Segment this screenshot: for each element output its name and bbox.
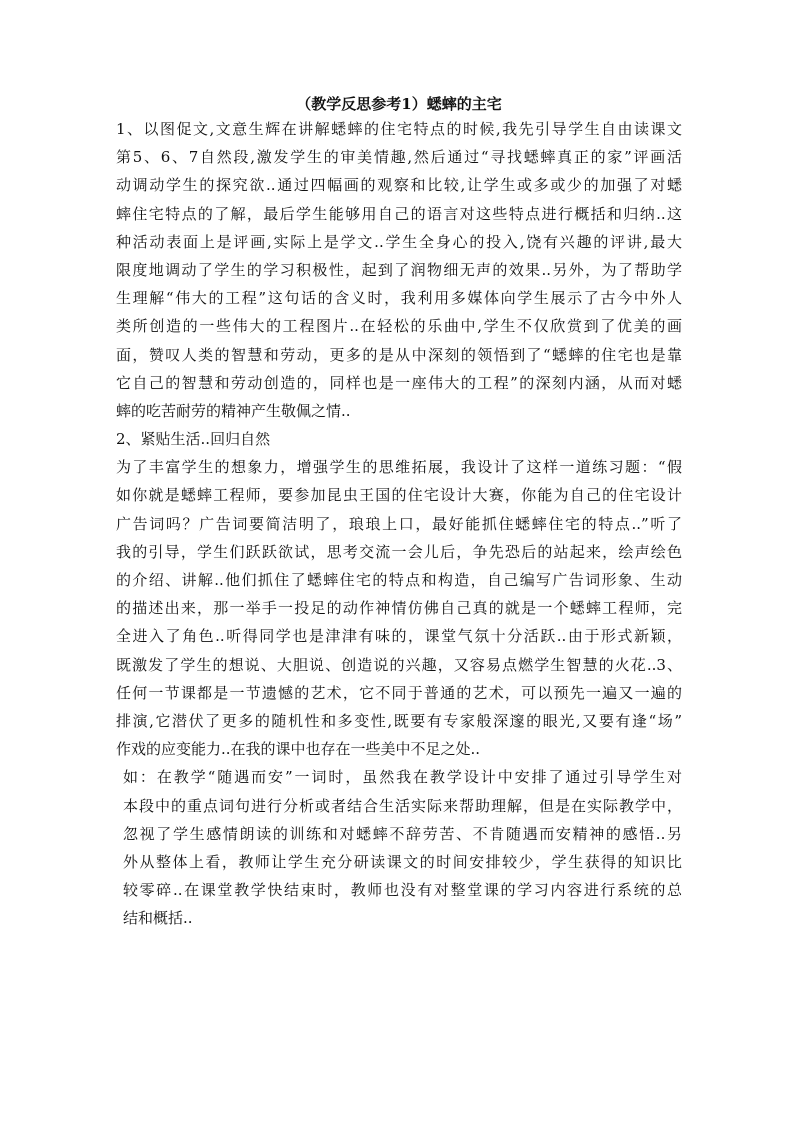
text-line: 蟀的吃苦耐劳的精神产生敬佩之情..	[116, 401, 351, 420]
text-line: 类所创造的一些伟大的工程图片..在轻松的乐曲中,学生不仅欣赏到了优美的画	[116, 317, 682, 336]
text-line: 的描述出来，那一举手一投足的动作神情仿佛自己真的就是一个蟋蟀工程师，完	[116, 599, 682, 618]
text-line: 如你就是蟋蟀工程师，要参加昆虫王国的住宅设计大赛，你能为自己的住宅设计	[116, 486, 682, 505]
text-line: 它自己的智慧和劳动创造的，同样也是一座伟大的工程”的深刻内涵，从而对蟋	[116, 373, 682, 392]
text-line: 作戏的应变能力..在我的课中也存在一些美中不足之处..	[116, 740, 481, 759]
text-line: 本段中的重点词句进行分析或者结合生活实际来帮助理解，但是在实际教学中，	[123, 796, 682, 815]
text-line: 广告词吗？广告词要简洁明了，琅琅上口，最好能抓住蟋蟀住宅的特点..”听了	[116, 514, 682, 533]
text-line: 全进入了角色..听得同学也是津津有味的，课堂气氛十分活跃..由于形式新颖，	[116, 627, 682, 646]
section-heading: 2、紧贴生活..回归自然	[116, 430, 271, 449]
text-line: 动调动学生的探究欲..通过四幅画的观察和比较,让学生或多或少的加强了对蟋	[116, 176, 682, 195]
document-page	[116, 94, 682, 932]
text-line: 较零碎..在课堂教学快结束时，教师也没有对整堂课的学习内容进行系统的总	[123, 881, 682, 900]
document-body	[116, 115, 682, 932]
text-line: 种活动表面上是评画,实际上是学文..学生全身心的投入,饶有兴趣的评讲,最大	[116, 232, 682, 251]
text-line: 任何一节课都是一节遗憾的艺术，它不同于普通的艺术，可以预先一遍又一遍的	[116, 683, 682, 702]
text-line: 面，赞叹人类的智慧和劳动，更多的是从中深刻的领悟到了“蟋蟀的住宅也是靠	[116, 345, 682, 364]
document-title: （教学反思参考1）蟋蟀的主宅	[296, 95, 502, 113]
text-line: 为了丰富学生的想象力，增强学生的思维拓展，我设计了这样一道练习题：“假	[116, 458, 682, 477]
text-line: 第5、6、7自然段,激发学生的审美情趣,然后通过“寻找蟋蟀真正的家”评画活	[116, 148, 682, 167]
text-line: 蟀住宅特点的了解，最后学生能够用自己的语言对这些特点进行概括和归纳..这	[116, 204, 682, 223]
text-line: 排演,它潜伏了更多的随机性和多变性,既要有专家般深邃的眼光,又要有逢“场”	[116, 711, 682, 730]
text-line: 如：在教学“随遇而安”一词时，虽然我在教学设计中安排了通过引导学生对	[123, 768, 682, 787]
text-line: 我的引导，学生们跃跃欲试，思考交流一会儿后，争先恐后的站起来，绘声绘色	[116, 542, 682, 561]
text-line: 结和概括..	[123, 909, 193, 928]
text-line: 生理解“伟大的工程”这句话的含义时，我利用多媒体向学生展示了古今中外人	[116, 289, 682, 308]
text-line: 忽视了学生感情朗读的训练和对蟋蟀不辞劳苦、不肯随遇而安精神的感悟..另	[123, 824, 682, 843]
text-line: 外从整体上看，教师让学生充分研读课文的时间安排较少，学生获得的知识比	[123, 852, 682, 871]
text-line: 限度地调动了学生的学习积极性，起到了润物细无声的效果..另外，为了帮助学	[116, 260, 682, 279]
text-line: 的介绍、讲解..他们抓住了蟋蟀住宅的特点和构造，自己编写广告词形象、生动	[116, 571, 682, 589]
text-line: 1、以图促文,文意生辉在讲解蟋蟀的住宅特点的时候,我先引导学生自由读课文	[116, 120, 682, 138]
text-line: 既激发了学生的想说、大胆说、创造说的兴趣，又容易点燃学生智慧的火花..3、	[116, 655, 682, 674]
